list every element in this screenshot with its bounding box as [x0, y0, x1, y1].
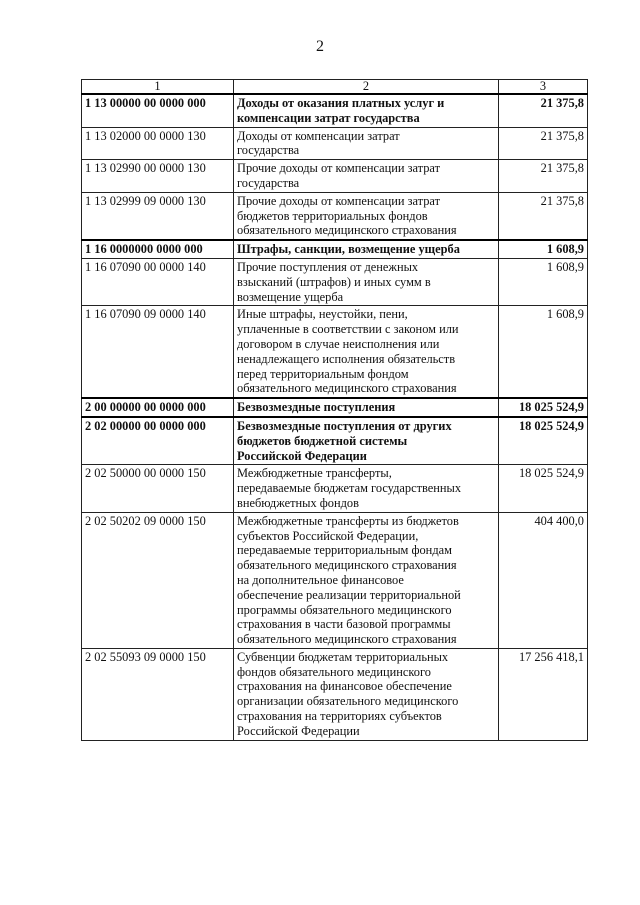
- revenue-name-line: Прочие доходы от компенсации затрат: [237, 193, 441, 208]
- budget-code-cell: 2 02 00000 00 0000 000: [82, 417, 234, 465]
- amount-cell: 1 608,9: [499, 258, 588, 305]
- revenue-name-line: обеспечение реализации территориальной: [237, 587, 461, 602]
- revenue-name-line: внебюджетных фондов: [237, 495, 359, 510]
- amount-cell: 18 025 524,9: [499, 417, 588, 465]
- revenue-name-line: Межбюджетные трансферты из бюджетов: [237, 513, 459, 528]
- revenue-name-cell: [234, 398, 499, 417]
- amount-cell: 1 608,9: [499, 306, 588, 398]
- revenue-name-cell: [234, 512, 499, 648]
- revenue-name-cell: [234, 417, 499, 465]
- revenue-name-line: обязательного медицинского страхования: [237, 223, 457, 238]
- revenue-name-cell: [234, 160, 499, 193]
- header-column-2: 2: [234, 80, 499, 95]
- revenue-name-line: на дополнительное финансовое: [237, 572, 404, 587]
- page-number: 2: [316, 38, 324, 55]
- amount-cell: 21 375,8: [499, 94, 588, 127]
- budget-code-cell: 1 13 02990 00 0000 130: [82, 160, 234, 193]
- revenue-name-line: Прочие доходы от компенсации затрат: [237, 161, 441, 176]
- revenue-name-cell: [234, 127, 499, 160]
- revenue-name-line: бюджетов бюджетной системы: [237, 433, 408, 448]
- revenue-name-line: фондов обязательного медицинского: [237, 664, 431, 679]
- table-row: [82, 512, 588, 648]
- budget-code-cell: 2 02 50000 00 0000 150: [82, 465, 234, 512]
- budget-code-cell: 1 16 07090 00 0000 140: [82, 258, 234, 305]
- table-row: [82, 94, 588, 127]
- table-row: [82, 648, 588, 740]
- amount-cell: 404 400,0: [499, 512, 588, 648]
- revenue-name-cell: [234, 240, 499, 258]
- budget-code-cell: 2 02 55093 09 0000 150: [82, 648, 234, 740]
- table-row: [82, 240, 588, 258]
- budget-revenue-table: [81, 79, 588, 741]
- amount-cell: 21 375,8: [499, 160, 588, 193]
- budget-code-cell: 1 13 02999 09 0000 130: [82, 192, 234, 240]
- amount-cell: 18 025 524,9: [499, 465, 588, 512]
- budget-code-cell: 1 16 0000000 0000 000: [82, 240, 234, 258]
- revenue-name-line: уплаченные в соответствии с законом или: [237, 322, 459, 337]
- revenue-name-line: компенсации затрат государства: [237, 110, 420, 125]
- budget-code-cell: 2 02 50202 09 0000 150: [82, 512, 234, 648]
- revenue-name-line: страхования в части базовой программы: [237, 617, 451, 632]
- revenue-name-line: страхования на территориях субъектов: [237, 709, 442, 724]
- revenue-name-cell: [234, 465, 499, 512]
- header-column-1: 1: [82, 80, 234, 95]
- amount-cell: 18 025 524,9: [499, 398, 588, 417]
- table-row: [82, 127, 588, 160]
- revenue-name-line: Межбюджетные трансферты,: [237, 466, 392, 481]
- revenue-name-line: бюджетов территориальных фондов: [237, 208, 428, 223]
- table-header-row: [82, 80, 588, 95]
- revenue-name-line: государства: [237, 175, 300, 190]
- revenue-name-line: Субвенции бюджетам территориальных: [237, 649, 449, 664]
- table-row: [82, 192, 588, 240]
- revenue-name-cell: [234, 94, 499, 127]
- table-row: [82, 398, 588, 417]
- amount-cell: 1 608,9: [499, 240, 588, 258]
- revenue-name-line: Безвозмездные поступления от других: [237, 418, 452, 433]
- budget-code-cell: 1 13 02000 00 0000 130: [82, 127, 234, 160]
- revenue-name-line: обязательного медицинского страхования: [237, 632, 457, 647]
- budget-code-cell: 1 13 00000 00 0000 000: [82, 94, 234, 127]
- revenue-name-cell: [234, 648, 499, 740]
- table-row: [82, 417, 588, 465]
- revenue-name-line: возмещение ущерба: [237, 289, 344, 304]
- revenue-name-cell: [234, 192, 499, 240]
- revenue-name-line: передаваемые бюджетам государственных: [237, 481, 462, 496]
- revenue-name-line: программы обязательного медицинского: [237, 602, 452, 617]
- table-row: [82, 258, 588, 305]
- revenue-name-line: ненадлежащего исполнения обязательств: [237, 351, 456, 366]
- revenue-name-line: Доходы от компенсации затрат: [237, 128, 400, 143]
- revenue-name-line: организации обязательного медицинского: [237, 694, 459, 709]
- revenue-name-line: обязательного медицинского страхования: [237, 558, 457, 573]
- revenue-name-line: государства: [237, 143, 300, 158]
- revenue-name-line: Прочие поступления от денежных: [237, 259, 419, 274]
- revenue-name-line: договором в случае неисполнения или: [237, 336, 440, 351]
- revenue-name-line: страхования на финансовое обеспечение: [237, 679, 452, 694]
- revenue-name-cell: [234, 306, 499, 398]
- table-row: [82, 306, 588, 398]
- revenue-name-cell: [234, 258, 499, 305]
- revenue-name-line: субъектов Российской Федерации,: [237, 528, 419, 543]
- revenue-name-line: обязательного медицинского страхования: [237, 381, 457, 396]
- revenue-name-line: Штрафы, санкции, возмещение ущерба: [237, 242, 460, 257]
- budget-code-cell: 1 16 07090 09 0000 140: [82, 306, 234, 398]
- header-column-3: 3: [499, 80, 588, 95]
- budget-code-cell: 2 00 00000 00 0000 000: [82, 398, 234, 417]
- table-row: [82, 160, 588, 193]
- revenue-name-line: Иные штрафы, неустойки, пени,: [237, 307, 408, 322]
- revenue-name-line: Российской Федерации: [237, 723, 360, 738]
- revenue-name-line: Безвозмездные поступления: [237, 400, 396, 415]
- amount-cell: 21 375,8: [499, 127, 588, 160]
- table-row: [82, 465, 588, 512]
- table-body: [82, 94, 588, 740]
- revenue-name-line: Российской Федерации: [237, 448, 367, 463]
- revenue-name-line: перед территориальным фондом: [237, 366, 409, 381]
- revenue-name-line: Доходы от оказания платных услуг и: [237, 96, 445, 110]
- revenue-name-line: передаваемые территориальным фондам: [237, 543, 452, 558]
- revenue-name-line: взысканий (штрафов) и иных сумм в: [237, 274, 431, 289]
- amount-cell: 17 256 418,1: [499, 648, 588, 740]
- amount-cell: 21 375,8: [499, 192, 588, 240]
